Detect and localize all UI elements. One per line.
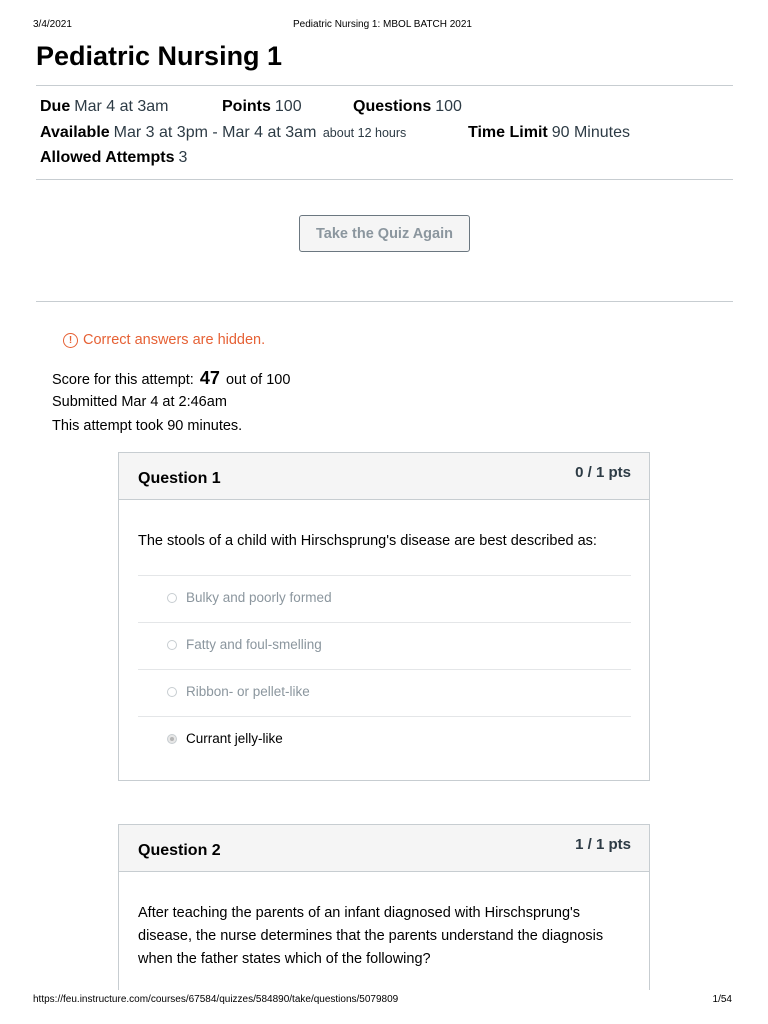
answer-option-selected[interactable] <box>138 716 631 763</box>
exclamation-circle-icon: ! <box>63 333 78 348</box>
question-title: Question 2 <box>138 842 221 859</box>
answers-hidden-warning <box>63 332 265 348</box>
question-card <box>118 824 650 990</box>
answer-list <box>138 575 631 763</box>
radio-button-selected[interactable] <box>167 734 177 744</box>
answer-option[interactable] <box>138 622 631 669</box>
take-quiz-again-button[interactable]: Take the Quiz Again <box>299 215 470 252</box>
answer-label: Bulky and poorly formed <box>186 590 332 605</box>
answer-label: Fatty and foul-smelling <box>186 637 322 652</box>
score-line: Score for this attempt: 47 out of 100 <box>52 368 291 388</box>
questions-detail: Questions 100 <box>353 98 462 115</box>
answer-option[interactable] <box>138 575 631 622</box>
answer-label: Ribbon- or pellet-like <box>186 684 310 699</box>
duration-line: This attempt took 90 minutes. <box>52 418 243 434</box>
allowed-attempts-detail: Allowed Attempts 3 <box>40 149 188 166</box>
radio-button[interactable] <box>167 687 177 697</box>
answer-option[interactable] <box>138 669 631 716</box>
print-url: https://feu.instructure.com/courses/67584/quizzes/584890/take/questions/5079809 <box>33 994 399 1005</box>
submitted-line: Submitted Mar 4 at 2:46am <box>52 394 227 410</box>
question-title: Question 1 <box>138 470 221 487</box>
page-title: Pediatric Nursing 1 <box>36 41 283 71</box>
question-text: The stools of a child with Hirschsprung's disease are best described as: <box>138 533 597 549</box>
due-detail: Due Mar 4 at 3am <box>40 98 169 115</box>
answer-label: Currant jelly-like <box>186 731 283 746</box>
question-card <box>118 452 650 781</box>
question-header <box>119 453 649 500</box>
attempt-summary <box>52 367 290 439</box>
points-detail: Points 100 <box>222 98 302 115</box>
divider <box>36 85 733 86</box>
question-text: After teaching the parents of an infant diagnosed with Hirschsprung's disease, the nurse determines that the parents understand the diagnosis when the father states which of the following? <box>138 905 604 967</box>
score-value: 47 <box>199 368 220 388</box>
divider <box>36 179 733 180</box>
available-detail: Available Mar 3 at 3pm - Mar 4 at 3am about 12 hours <box>40 123 407 141</box>
time-limit-detail: Time Limit 90 Minutes <box>468 123 630 141</box>
quiz-details <box>40 96 732 173</box>
print-date: 3/4/2021 <box>33 19 72 30</box>
radio-button[interactable] <box>167 593 177 603</box>
radio-button[interactable] <box>167 640 177 650</box>
print-title: Pediatric Nursing 1: MBOL BATCH 2021 <box>293 19 472 30</box>
question-points: 0 / 1 pts <box>575 464 631 481</box>
page-number: 1/54 <box>712 994 732 1005</box>
question-header <box>119 825 649 872</box>
question-points: 1 / 1 pts <box>575 836 631 853</box>
divider <box>36 301 733 302</box>
warning-text: Correct answers are hidden. <box>83 332 266 348</box>
